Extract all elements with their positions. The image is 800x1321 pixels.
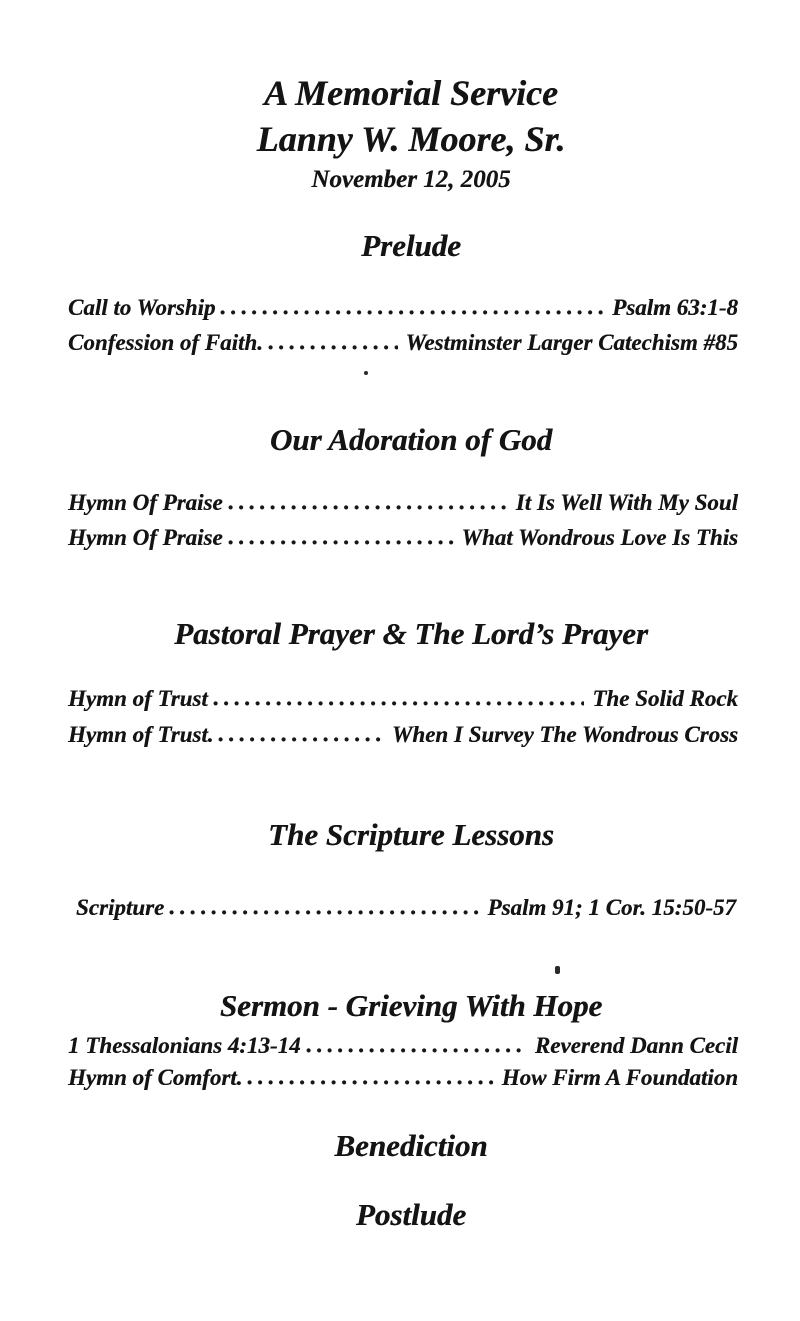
program-line-hymn-of-trust-2: [68, 723, 738, 746]
program-line-hymn-of-comfort: [68, 1066, 738, 1089]
section-heading-adoration: Our Adoration of God: [269, 422, 553, 457]
section-heading-benediction: Benediction: [334, 1128, 488, 1163]
program-line-hymn-of-trust-1: [68, 687, 738, 710]
program-line-call-to-worship: [68, 296, 738, 319]
program-item-value: How Firm A Foundation: [501, 1065, 738, 1090]
dot-leader: [169, 910, 479, 915]
program-line-hymn-of-praise-2: [68, 526, 738, 549]
program-item-label: Hymn of Comfort.: [68, 1065, 243, 1090]
document-title: A Memorial Service: [264, 73, 558, 113]
program-line-thessalonians: [68, 1034, 738, 1057]
program-item-value: Psalm 91; 1 Cor. 15:50-57: [487, 895, 736, 920]
program-line-scripture: [76, 896, 736, 919]
program-item-value: When I Survey The Wondrous Cross: [391, 722, 738, 747]
program-item-label: Confession of Faith.: [68, 330, 263, 355]
dot-leader: [213, 701, 585, 706]
program-item-value: Westminster Larger Catechism #85: [405, 330, 738, 355]
section-heading-postlude: Postlude: [355, 1197, 467, 1232]
dot-leader: [220, 310, 604, 315]
dot-leader: [218, 737, 383, 742]
section-heading-scripture-lessons: The Scripture Lessons: [268, 817, 554, 852]
program-item-label: Hymn of Trust: [68, 686, 208, 711]
dot-leader: [306, 1048, 527, 1053]
program-item-label: Hymn of Trust.: [68, 722, 214, 747]
dot-leader: [228, 540, 454, 545]
section-heading-prelude: Prelude: [361, 228, 461, 263]
program-item-value: It Is Well With My Soul: [515, 490, 738, 515]
scan-artifact-dot: [364, 371, 368, 375]
dot-leader: [247, 1080, 493, 1085]
program-item-value: Psalm 63:1-8: [612, 295, 738, 320]
deceased-name: Lanny W. Moore, Sr.: [256, 119, 566, 159]
program-item-label: Hymn Of Praise: [68, 490, 223, 515]
program-item-label: Hymn Of Praise: [68, 525, 223, 550]
section-heading-sermon: Sermon - Grieving With Hope: [219, 988, 603, 1023]
program-item-value: Reverend Dann Cecil: [534, 1033, 738, 1058]
program-line-hymn-of-praise-1: [68, 491, 738, 514]
section-heading-pastoral-prayer: Pastoral Prayer & The Lord’s Prayer: [174, 616, 648, 651]
program-item-value: What Wondrous Love Is This: [461, 525, 738, 550]
program-item-label: Call to Worship: [68, 295, 216, 320]
program-item-value: The Solid Rock: [592, 686, 738, 711]
dot-leader: [268, 345, 398, 350]
program-line-confession-of-faith: [68, 331, 738, 354]
dot-leader: [228, 505, 508, 510]
program-item-label: Scripture: [76, 895, 165, 920]
service-date: November 12, 2005: [311, 166, 511, 193]
scan-artifact-dot: [555, 966, 560, 974]
program-item-label: 1 Thessalonians 4:13-14: [68, 1033, 301, 1058]
